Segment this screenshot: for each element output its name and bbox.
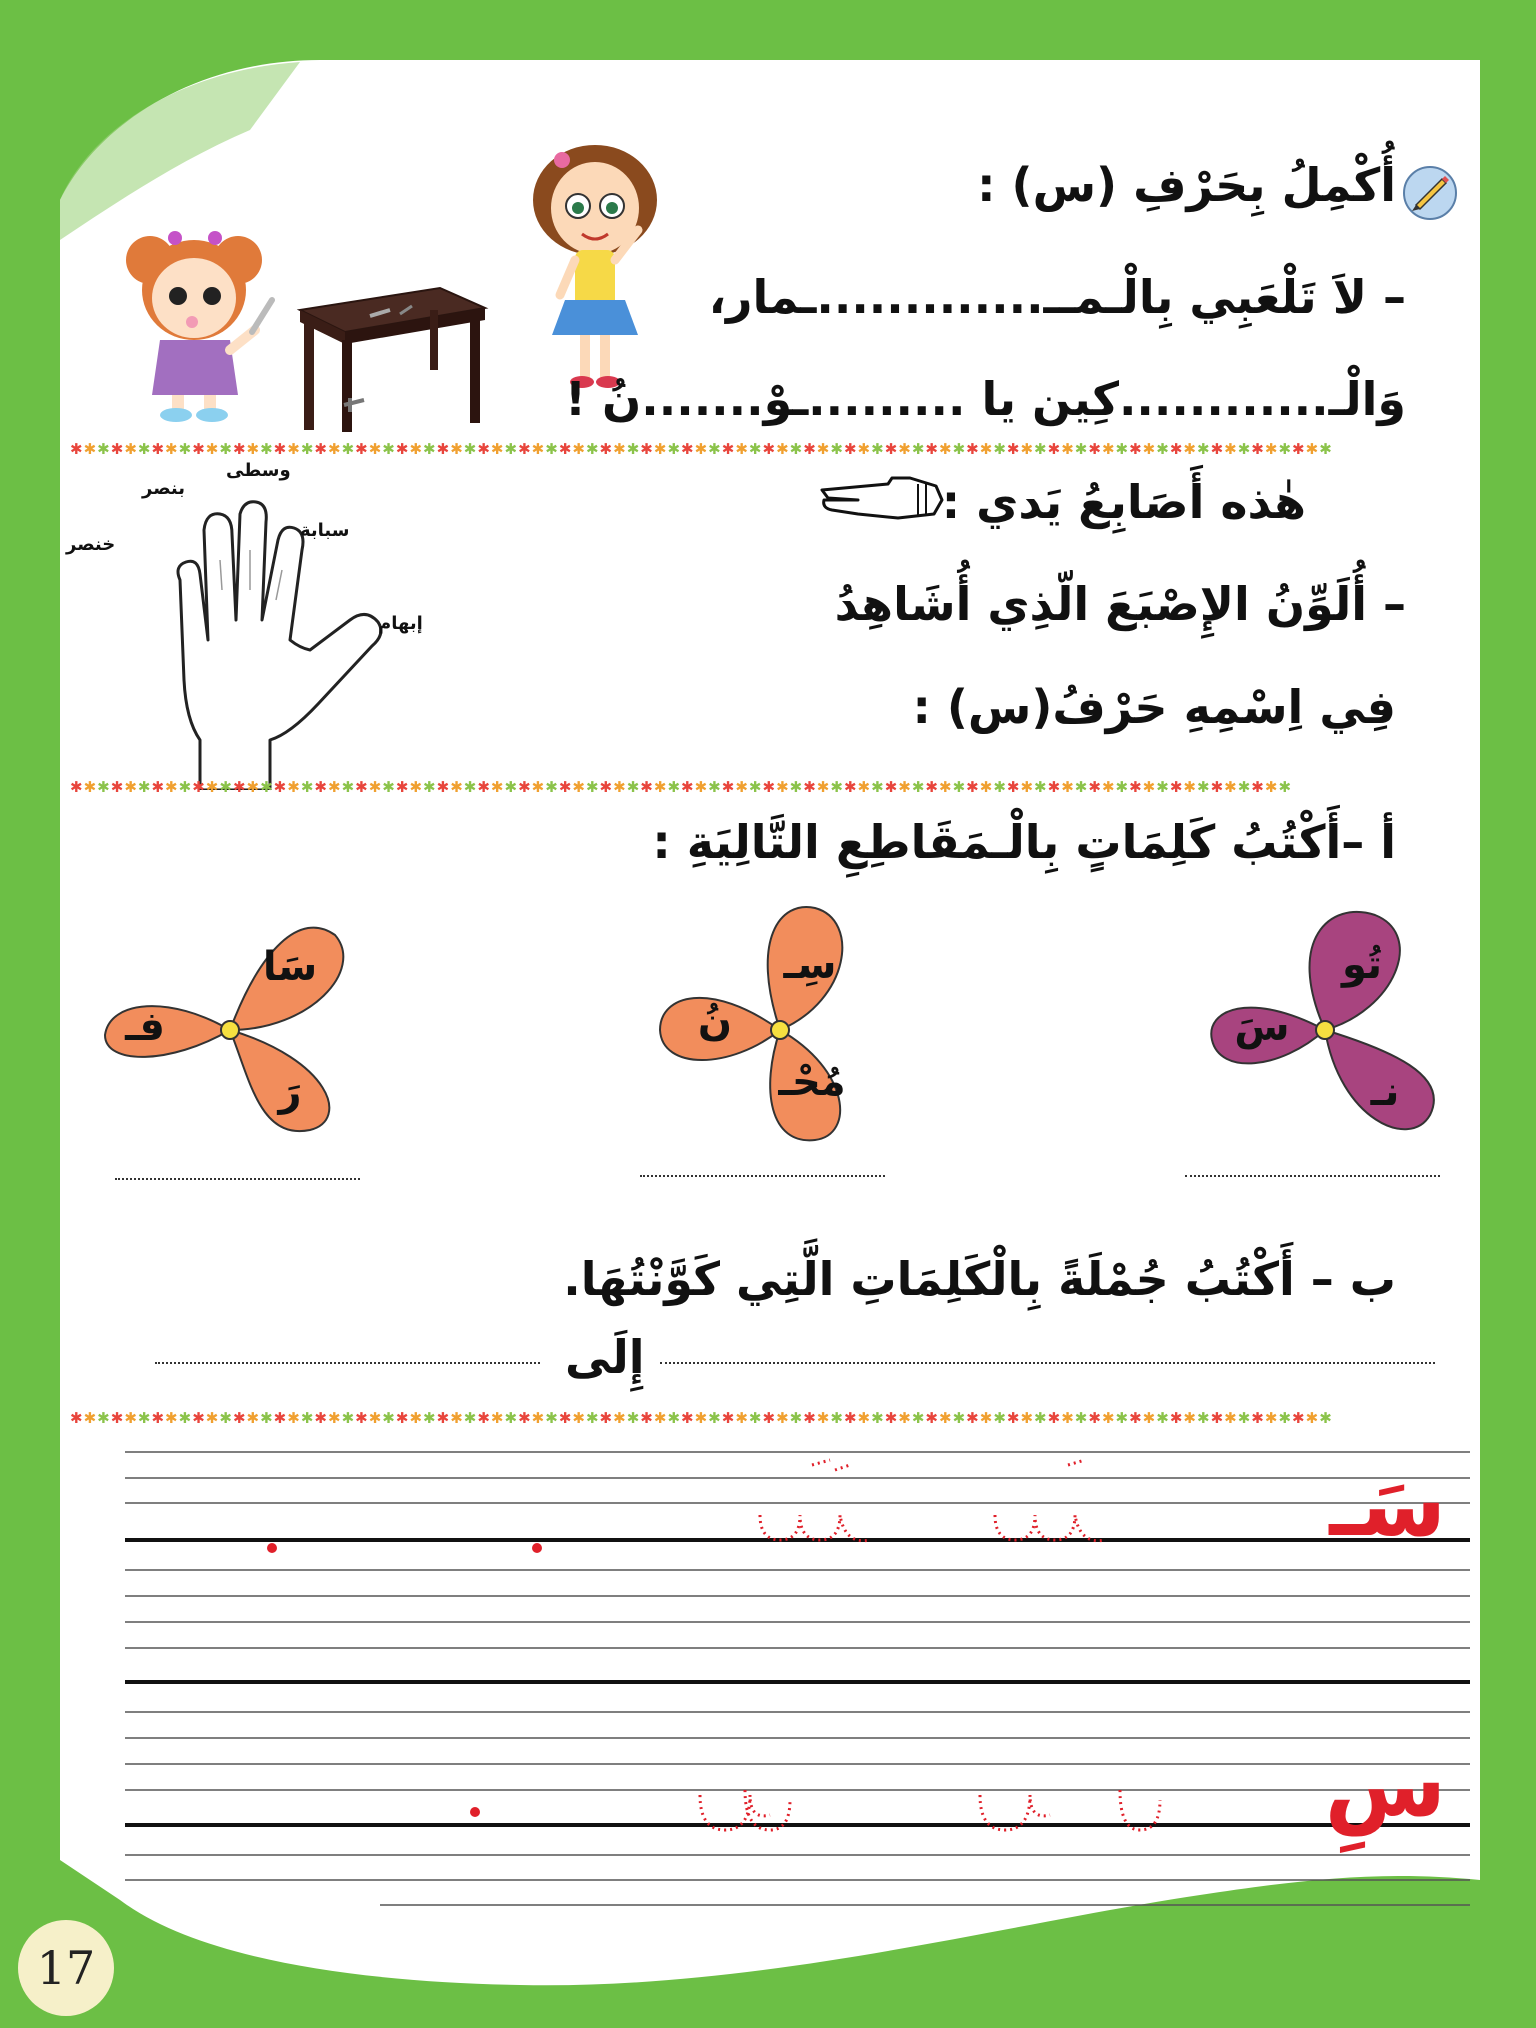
page-number: 17 bbox=[18, 1920, 114, 2016]
section2-line2: فِي اِسْمِهِ حَرْفُ(س) : bbox=[912, 680, 1396, 734]
model-letter-si: سِ bbox=[1324, 1733, 1446, 1836]
section4-title: ب – أَكْتُبُ جُمْلَةً بِالْكَلِمَاتِ الَّتِي كَوَّنْتُهَا. bbox=[563, 1252, 1396, 1306]
flower-1-syllable-1: تُو bbox=[1341, 942, 1383, 988]
finger-label-wusta: وسطى bbox=[226, 460, 291, 481]
finger-label-sabbaba: سبابة bbox=[300, 520, 350, 541]
finger-label-ibham: إبهام bbox=[378, 613, 423, 634]
flower-3-syllable-3: رَ bbox=[278, 1069, 302, 1115]
section1-line1: – لاَ تَلْعَبِي بِالْـمــ.............ـمار، bbox=[708, 270, 1406, 324]
separator-2: ✱✱✱✱✱✱✱✱✱✱✱✱✱✱✱✱✱✱✱✱✱✱✱✱✱✱✱✱✱✱✱✱✱✱✱✱✱✱✱✱✱✱✱✱✱✱✱✱✱✱✱✱✱✱✱✱✱✱✱✱✱✱✱✱✱✱✱✱✱✱✱✱✱✱✱✱✱✱✱✱✱✱✱✱✱✱✱✱✱✱ bbox=[70, 779, 1293, 795]
flower-3-syllable-2: فـ bbox=[125, 1004, 165, 1050]
flower-2-syllable-1: سِـ bbox=[783, 942, 837, 988]
separator-1: ✱✱✱✱✱✱✱✱✱✱✱✱✱✱✱✱✱✱✱✱✱✱✱✱✱✱✱✱✱✱✱✱✱✱✱✱✱✱✱✱✱✱✱✱✱✱✱✱✱✱✱✱✱✱✱✱✱✱✱✱✱✱✱✱✱✱✱✱✱✱✱✱✱✱✱✱✱✱✱✱✱✱✱✱✱✱✱✱✱✱✱✱✱ bbox=[70, 441, 1333, 457]
flower-2-syllable-3: مُحْـ bbox=[778, 1059, 846, 1105]
flower-2-syllable-2: نُ bbox=[697, 999, 733, 1045]
section3-title: أ –أَكْتُبُ كَلِمَاتٍ بِالْـمَقَاطِعِ التَّالِيَةِ : bbox=[652, 815, 1396, 869]
section1-title: أُكْمِلُ بِحَرْفِ (س) : bbox=[977, 158, 1396, 212]
flower-3-syllable-1: سَا bbox=[262, 944, 318, 990]
section2-title: هٰذه أَصَابِعُ يَدي : bbox=[941, 475, 1306, 529]
section2-line1: – أُلَوِّنُ الإِصْبَعَ الّذِي أُشَاهِدُ bbox=[834, 577, 1406, 631]
section1-line2: وَالْـ............كِين يا .........ـوْ.......نُ ! bbox=[565, 372, 1406, 426]
ila-word: إِلَى bbox=[565, 1330, 645, 1384]
finger-label-binsir: بنصر bbox=[142, 478, 186, 499]
flower-1-syllable-3: نـ bbox=[1370, 1069, 1400, 1115]
finger-label-khinsir: خنصر bbox=[66, 534, 116, 555]
model-letter-sa: سَـ bbox=[1329, 1453, 1446, 1556]
separator-3: ✱✱✱✱✱✱✱✱✱✱✱✱✱✱✱✱✱✱✱✱✱✱✱✱✱✱✱✱✱✱✱✱✱✱✱✱✱✱✱✱✱✱✱✱✱✱✱✱✱✱✱✱✱✱✱✱✱✱✱✱✱✱✱✱✱✱✱✱✱✱✱✱✱✱✱✱✱✱✱✱✱✱✱✱✱✱✱✱✱✱✱✱✱ bbox=[70, 1410, 1333, 1426]
flower-1-syllable-2: سَ bbox=[1234, 1004, 1290, 1050]
